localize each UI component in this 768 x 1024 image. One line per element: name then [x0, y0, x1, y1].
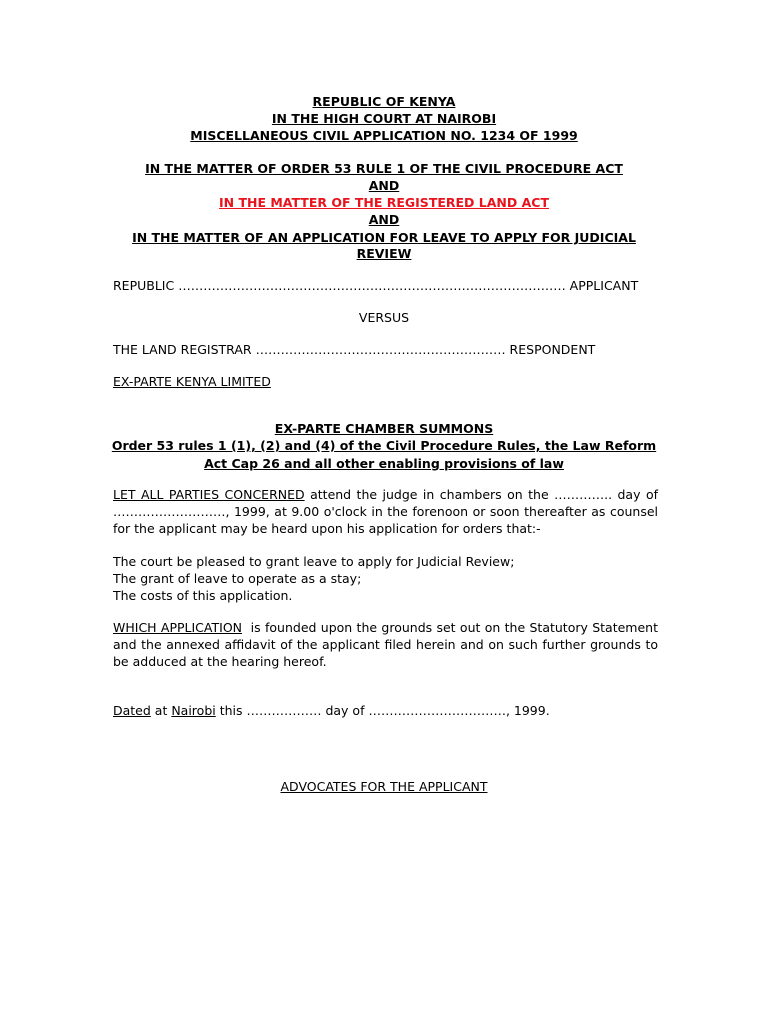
dated-line [113, 702, 550, 719]
matter-judicial-review-line2: REVIEW [356, 246, 412, 261]
order-item-leave: The court be pleased to grant leave to apply for Judicial Review; [113, 554, 515, 569]
paragraph-lead-which-application: WHICH APPLICATION [113, 620, 243, 635]
dated-word: Dated [113, 703, 151, 718]
summons-title: EX-PARTE CHAMBER SUMMONS [274, 421, 494, 436]
dated-at: at [150, 703, 172, 718]
order-item-costs: The costs of this application. [113, 588, 293, 603]
dated-rest: this ……………… day of ……………………………, 1999. [215, 703, 550, 718]
paragraph-body-which-application: is founded upon the grounds set out on the Statutory Statement and the annexed affidavit of the applicant filed herein and on such further grounds to be adduced at the hearing hereof. [113, 620, 662, 669]
orders-list [113, 553, 658, 604]
advocates-for-applicant [0, 778, 768, 795]
advocates-label: ADVOCATES FOR THE APPLICANT [280, 779, 488, 794]
paragraph-lead-let-all-parties: LET ALL PARTIES CONCERNED [113, 487, 305, 502]
matter-and-2: AND [368, 212, 400, 227]
paragraph-which-application [113, 619, 662, 670]
order-item-stay: The grant of leave to operate as a stay; [113, 571, 362, 586]
party-exparte: EX-PARTE KENYA LIMITED [113, 374, 271, 389]
dated-place: Nairobi [171, 703, 216, 718]
versus-label: VERSUS [358, 310, 410, 325]
heading-application-no: MISCELLANEOUS CIVIL APPLICATION NO. 1234 OF 1999 [190, 128, 578, 143]
party-respondent: THE LAND REGISTRAR …………………………………………………… RESPONDENT [113, 342, 596, 357]
party-applicant: REPUBLIC ………………………………………………………………………………… APPLICANT [113, 278, 639, 293]
heading-court: IN THE HIGH COURT AT NAIROBI [271, 111, 497, 126]
paragraph-body-let-all-parties: attend the judge in chambers on the ………….. day of ………………………, 1999, at 9.00 o'clock in the forenoon or soon thereafter as counsel for the applicant may be heard upon his application for orders that:- [113, 487, 658, 536]
heading-republic: REPUBLIC OF KENYA [312, 94, 456, 109]
matter-registered-land-act: IN THE MATTER OF THE REGISTERED LAND ACT [219, 195, 549, 210]
matter-and-1: AND [368, 178, 400, 193]
matter-order-53: IN THE MATTER OF ORDER 53 RULE 1 OF THE CIVIL PROCEDURE ACT [145, 161, 623, 176]
summons-order-line1: Order 53 rules 1 (1), (2) and (4) of the Civil Procedure Rules, the Law Reform [111, 438, 657, 453]
matter-judicial-review-line1: IN THE MATTER OF AN APPLICATION FOR LEAVE TO APPLY FOR JUDICIAL [132, 230, 636, 245]
summons-order-line2: Act Cap 26 and all other enabling provisions of law [204, 456, 564, 471]
paragraph-let-all-parties [113, 486, 658, 537]
